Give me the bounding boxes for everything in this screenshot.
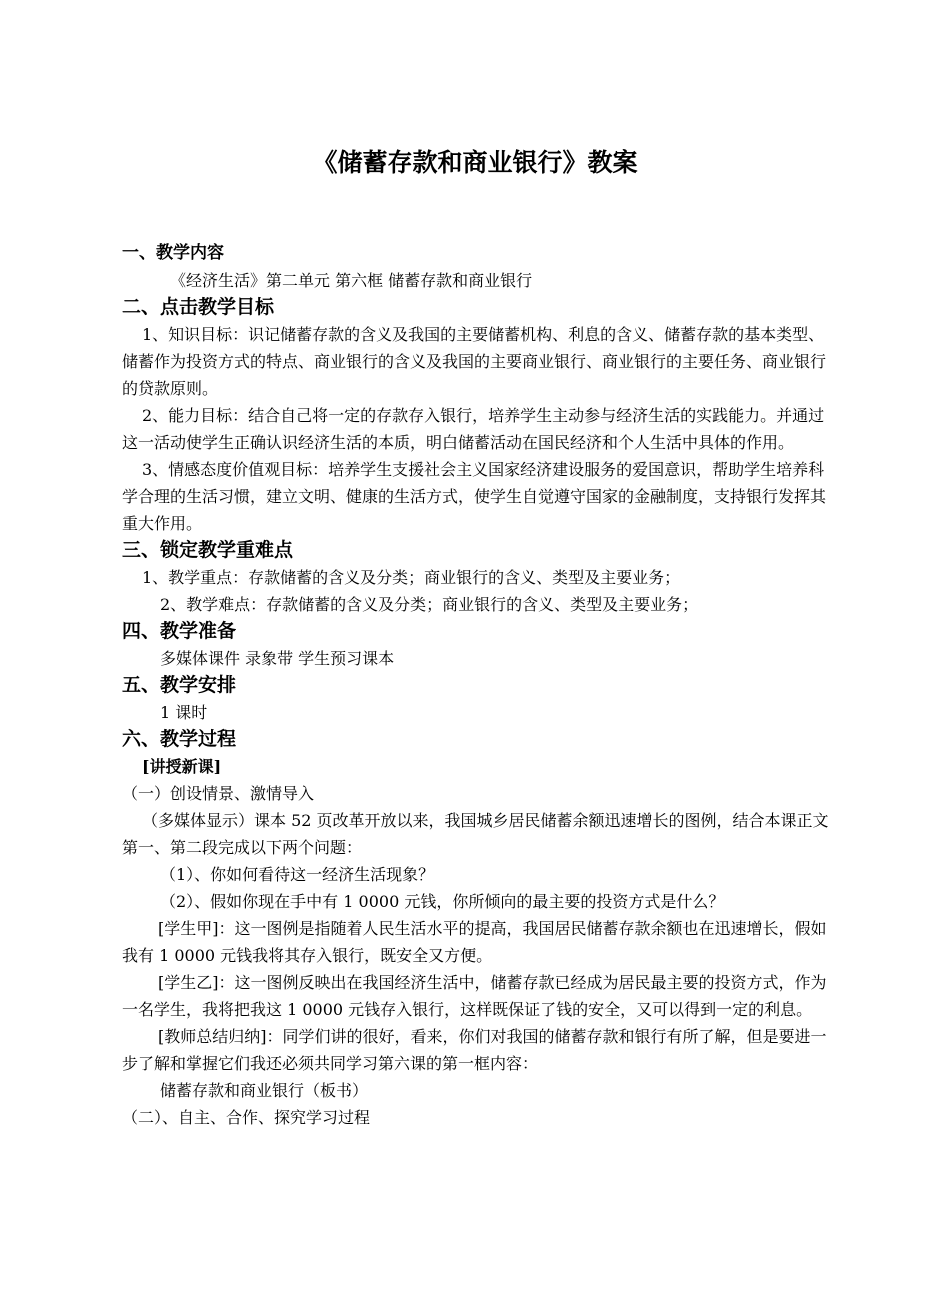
section-1-heading: 一、教学内容	[122, 243, 224, 263]
knowledge-objective: 1、知识目标：识记储蓄存款的含义及我国的主要储蓄机构、利息的含义、储蓄存款的基本类型、储蓄作为投资方式的特点、商业银行的含义及我国的主要商业银行、商业银行的主要任务、商业银行的贷款原则。	[122, 325, 827, 398]
part-2-heading: （二）、自主、合作、探究学习过程	[122, 1108, 371, 1127]
section-6-heading: 六、教学过程	[122, 728, 237, 750]
student-a-answer: [学生甲]：这一图例是指随着人民生活水平的提高，我国居民储蓄存款余额也在迅速增长，假如我有 1 0000 元钱我将其存入银行，既安全又方便。	[122, 919, 827, 965]
class-hours: 1 课时	[160, 703, 208, 722]
ability-objective: 2、能力目标：结合自己将一定的存款存入银行，培养学生主动参与经济生活的实践能力。并通过这一活动使学生正确认识经济生活的本质，明白储蓄活动在国民经济和个人生活中具体的作用。	[122, 406, 825, 452]
student-b-answer: [学生乙]：这一图例反映出在我国经济生活中，储蓄存款已经成为居民最主要的投资方式，作为一名学生，我将把我这 1 0000 元钱存入银行，这样既保证了钱的安全，又可以得到一定的利息。	[122, 973, 827, 1019]
section-4-heading: 四、教学准备	[122, 620, 237, 642]
attitude-objective: 3、情感态度价值观目标：培养学生支援社会主义国家经济建设服务的爱国意识，帮助学生培养科学合理的生活习惯，建立文明、健康的生活方式，使学生自觉遵守国家的金融制度，支持银行发挥其重大作用。	[122, 460, 827, 533]
document-body	[122, 240, 837, 1131]
teacher-summary: [教师总结归纳]：同学们讲的很好，看来，你们对我国的储蓄存款和银行有所了解，但是要进一步了解和掌握它们我还必须共同学习第六课的第一框内容：	[122, 1027, 827, 1073]
part-1-heading: （一）创设情景、激情导入	[122, 784, 315, 803]
section-2-heading: 二、点击教学目标	[122, 296, 275, 318]
teaching-materials: 多媒体课件 录象带 学生预习课本	[160, 649, 395, 668]
section-3-heading: 三、锁定教学重难点	[122, 539, 294, 561]
section-1-text: 《经济生活》第二单元 第六框 储蓄存款和商业银行	[170, 271, 533, 290]
new-lesson-label: [讲授新课]	[142, 757, 222, 776]
teaching-focus: 1、教学重点：存款储蓄的含义及分类；商业银行的含义、类型及主要业务；	[142, 568, 681, 587]
multimedia-intro: （多媒体显示）课本 52 页改革开放以来，我国城乡居民储蓄余额迅速增长的图例，结合本课正文第一、第二段完成以下两个问题：	[122, 811, 829, 857]
question-2: （2）、假如你现在手中有 1 0000 元钱，你所倾向的最主要的投资方式是什么？	[160, 892, 725, 911]
document-title: 《储蓄存款和商业银行》教案	[312, 148, 638, 177]
question-1: （1）、你如何看待这一经济生活现象？	[160, 865, 435, 884]
teaching-difficulty: 2、教学难点：存款储蓄的含义及分类；商业银行的含义、类型及主要业务；	[160, 595, 699, 614]
section-5-heading: 五、教学安排	[122, 674, 237, 696]
board-note: 储蓄存款和商业银行（板书）	[160, 1081, 369, 1100]
